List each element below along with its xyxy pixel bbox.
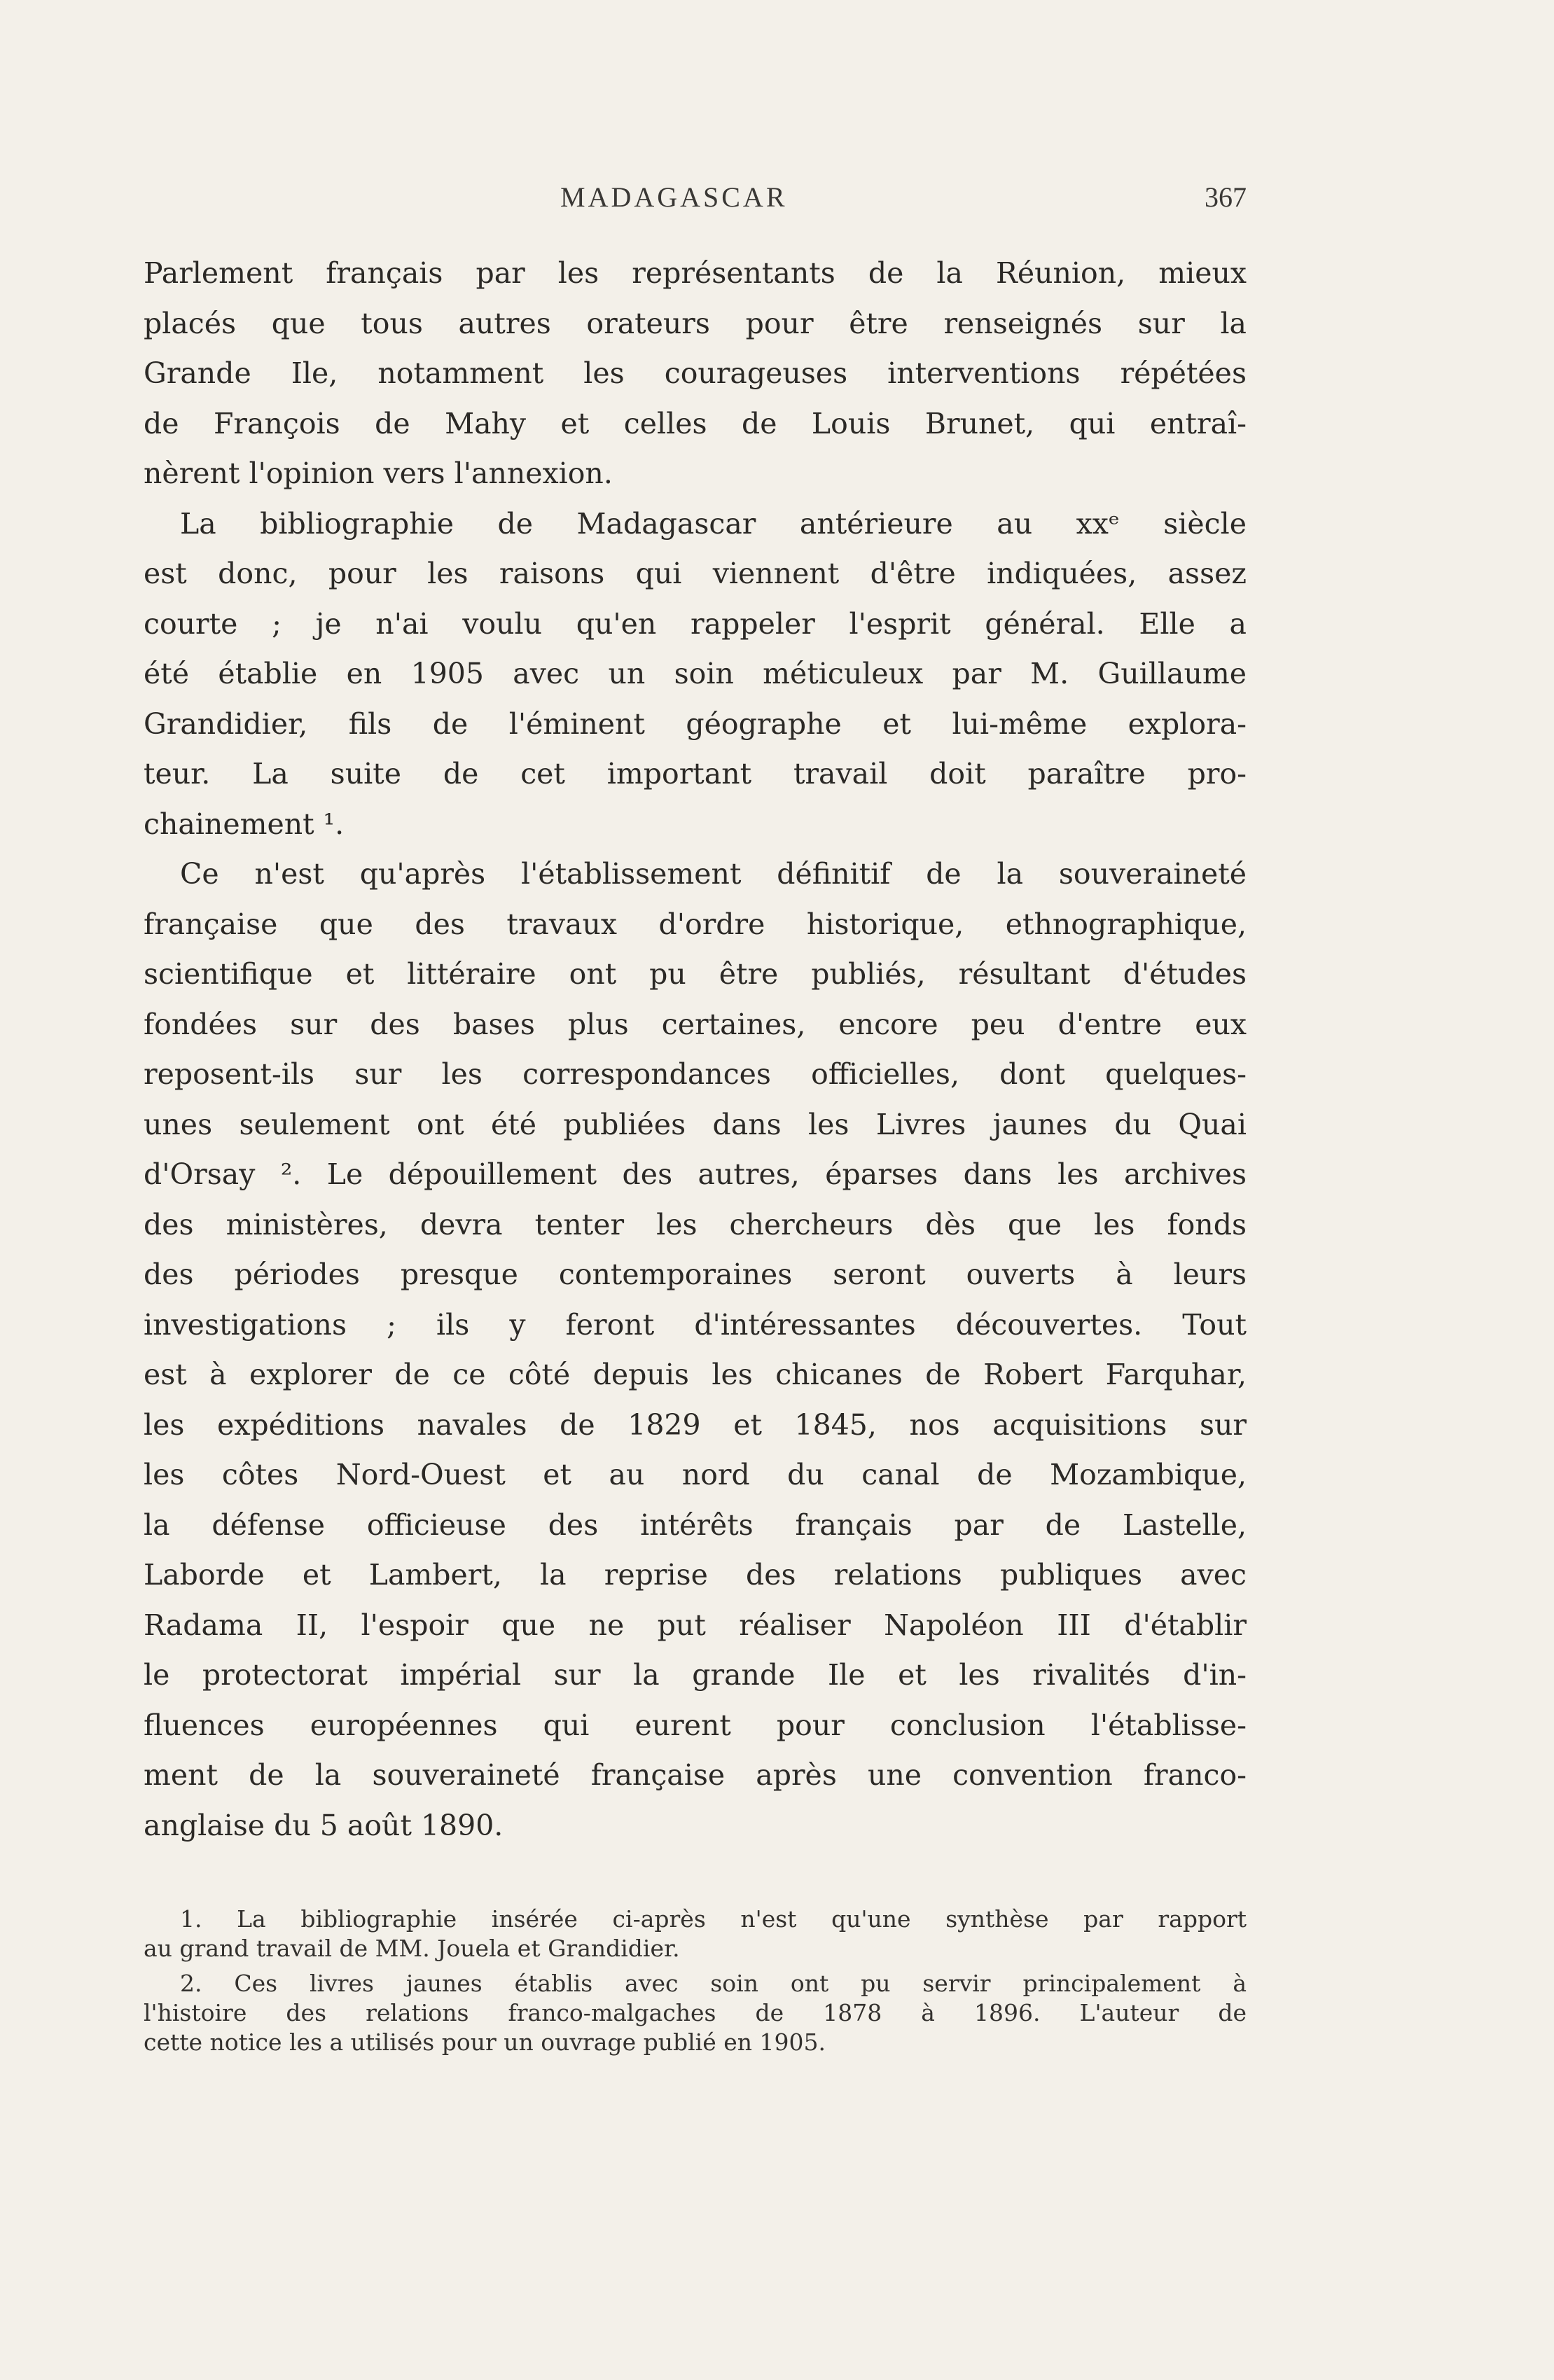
- text-line: des périodes presque contemporaines seront ouverts à leurs: [144, 1258, 1247, 1291]
- paragraph-first-line: La bibliographie de Madagascar antérieure au xxᵉ siècle: [180, 506, 1247, 541]
- text-line: courte ; je n'ai voulu qu'en rappeler l'esprit général. Elle a: [144, 606, 1247, 641]
- text-line: ment de la souveraineté française après une convention franco-: [144, 1758, 1247, 1792]
- text-line: fluences européennes qui eurent pour conclusion l'établisse-: [144, 1708, 1247, 1742]
- footnotes: [144, 1905, 1247, 2057]
- running-title: MADAGASCAR: [560, 181, 788, 213]
- text-line: est donc, pour les raisons qui viennent d'être indiquées, assez: [144, 557, 1247, 590]
- text-line: unes seulement ont été publiées dans les Livres jaunes du Quai: [144, 1107, 1247, 1141]
- text-line: la défense officieuse des intérêts français par de Lastelle,: [144, 1508, 1247, 1542]
- text-line: les expéditions navales de 1829 et 1845, nos acquisitions sur: [144, 1407, 1247, 1442]
- running-head: [144, 181, 1247, 223]
- text-line: fondées sur des bases plus certaines, encore peu d'entre eux: [144, 1007, 1247, 1041]
- text-line: placés que tous autres orateurs pour être renseignés sur la: [144, 306, 1247, 340]
- text-line: Grande Ile, notamment les courageuses interventions répétées: [144, 356, 1247, 390]
- text-line: des ministères, devra tenter les chercheurs dès que les fonds: [144, 1207, 1247, 1241]
- footnote-2: 2. Ces livres jaunes établis avec soin ont pu servir principalement à: [180, 1970, 1247, 1997]
- footnote-1: 1. La bibliographie insérée ci-après n'est qu'une synthèse par rapport: [180, 1905, 1247, 1933]
- text-line: est à explorer de ce côté depuis les chicanes de Robert Farquhar,: [144, 1358, 1247, 1391]
- body-text: [144, 249, 1247, 1851]
- text-line: été établie en 1905 avec un soin méticuleux par M. Guillaume: [144, 657, 1247, 690]
- text-line: Laborde et Lambert, la reprise des relations publiques avec: [144, 1558, 1247, 1592]
- footnote-line: cette notice les a utilisés pour un ouvrage publié en 1905.: [144, 2028, 826, 2056]
- text-line: française que des travaux d'ordre historique, ethnographique,: [144, 907, 1247, 941]
- paragraph-first-line: Ce n'est qu'après l'établissement définitif de la souveraineté: [180, 857, 1247, 891]
- text-line: d'Orsay ². Le dépouillement des autres, éparses dans les archives: [144, 1157, 1247, 1191]
- text-line: reposent-ils sur les correspondances officielles, dont quelques-: [144, 1057, 1247, 1091]
- text-line: de François de Mahy et celles de Louis Brunet, qui entraî-: [144, 406, 1247, 440]
- text-line: chainement ¹.: [144, 807, 345, 841]
- text-line: nèrent l'opinion vers l'annexion.: [144, 457, 613, 490]
- text-line: Parlement français par les représentants de la Réunion, mieux: [144, 256, 1247, 290]
- text-line: Radama II, l'espoir que ne put réaliser Napoléon III d'établir: [144, 1608, 1247, 1642]
- text-line: le protectorat impérial sur la grande Ile et les rivalités d'in-: [144, 1658, 1247, 1692]
- page-number: 367: [1205, 181, 1247, 213]
- text-line: scientifique et littéraire ont pu être publiés, résultant d'études: [144, 957, 1247, 991]
- text-line: les côtes Nord-Ouest et au nord du canal de Mozambique,: [144, 1458, 1247, 1491]
- text-line: teur. La suite de cet important travail doit paraître pro-: [144, 757, 1247, 791]
- text-line: investigations ; ils y feront d'intéressantes découvertes. Tout: [144, 1307, 1247, 1342]
- text-line: Grandidier, fils de l'éminent géographe et lui-même explora-: [144, 707, 1247, 741]
- footnote-line: l'histoire des relations franco-malgaches de 1878 à 1896. L'auteur de: [144, 1999, 1247, 2026]
- text-line: anglaise du 5 août 1890.: [144, 1808, 504, 1842]
- footnote-line: au grand travail de MM. Jouela et Grandidier.: [144, 1935, 680, 1962]
